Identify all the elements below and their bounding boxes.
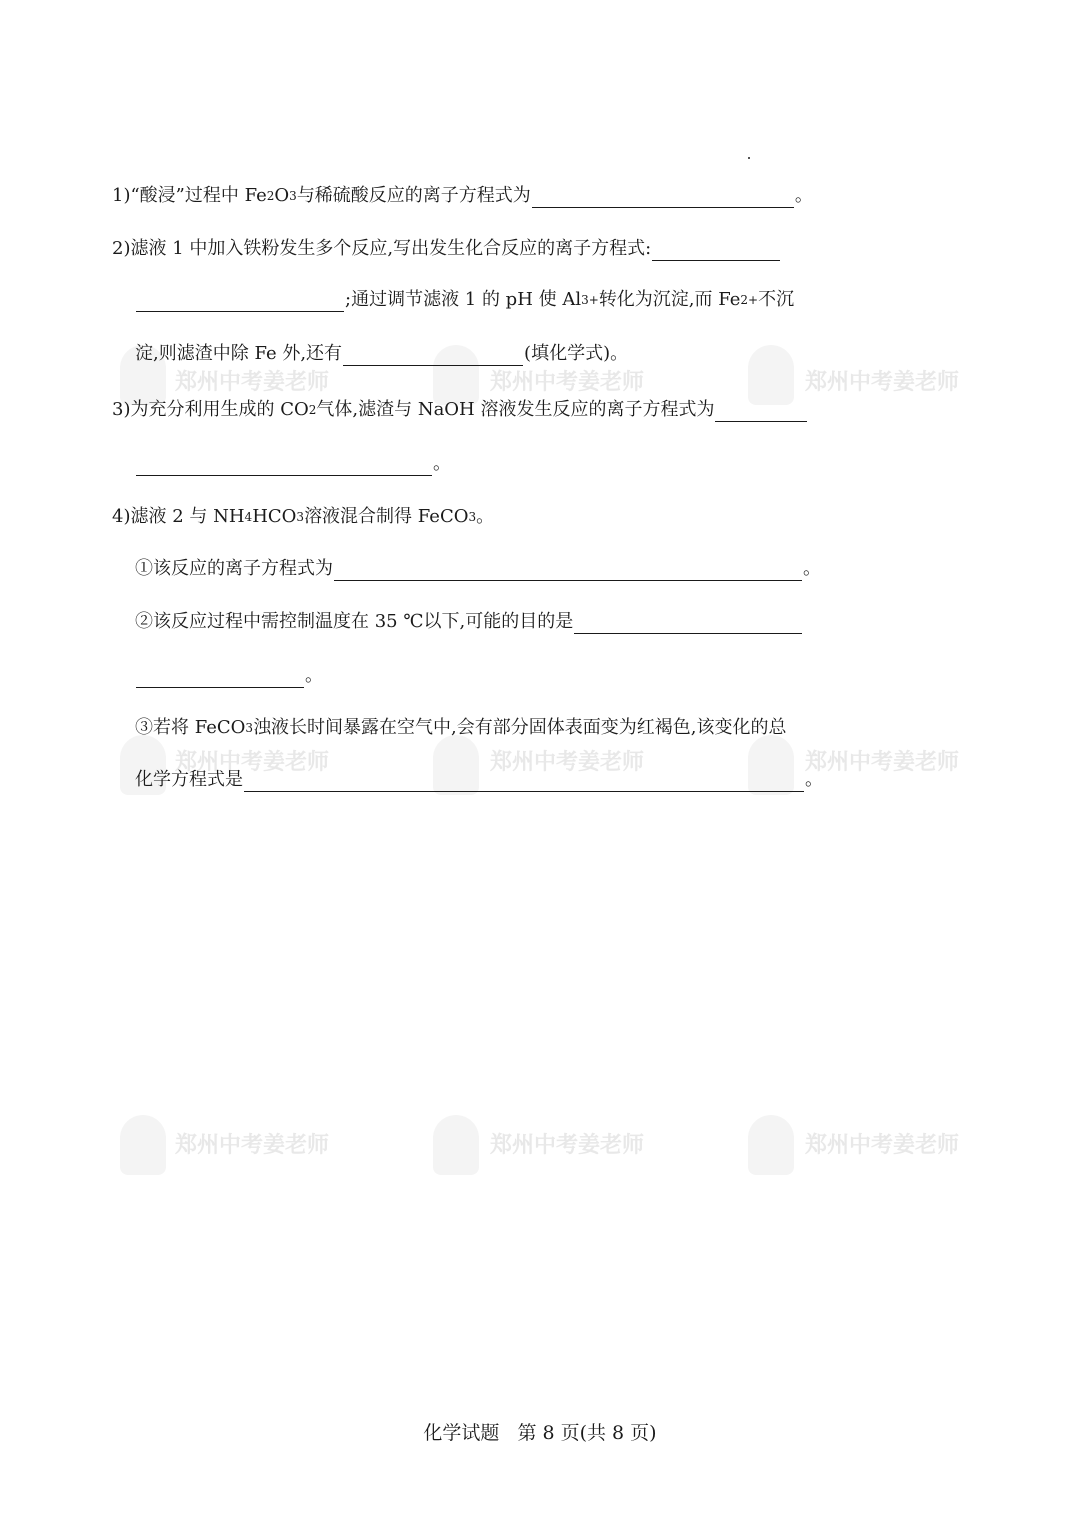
speck <box>748 157 750 159</box>
question-3-line-2 <box>135 452 451 476</box>
watermark-text: 郑州中考姜老师 <box>805 370 960 395</box>
q4-c: 溶液混合制得 FeCO <box>304 506 469 527</box>
question-4-3 <box>135 716 787 740</box>
q1-prefix: 1)“酸浸”过程中 Fe <box>112 185 267 206</box>
q3-sub: 2 <box>308 403 317 417</box>
question-4-3-line-2 <box>135 768 823 792</box>
answer-blank-q2-b[interactable] <box>343 347 523 366</box>
q4-3-sub: 3 <box>245 721 254 735</box>
q3-end: 。 <box>433 453 451 474</box>
q3-prefix: 3)为充分利用生成的 CO <box>112 399 309 420</box>
question-4-1 <box>135 557 821 581</box>
q3-text: 气体,滤渣与 NaOH 溶液发生反应的离子方程式为 <box>316 399 715 420</box>
q4-sub1: 4 <box>244 510 253 524</box>
question-2-line-3 <box>135 342 628 366</box>
answer-blank-q2-a-cont[interactable] <box>136 293 344 312</box>
watermark-text: 郑州中考姜老师 <box>490 750 645 775</box>
q1-sub2: 3 <box>289 189 297 203</box>
q4-2-text: ②该反应过程中需控制温度在 35 ℃以下,可能的目的是 <box>135 611 574 632</box>
footer-page: 第 8 页(共 8 页) <box>517 1422 657 1444</box>
watermark-figure <box>433 1115 479 1175</box>
question-4-2-line-2 <box>135 664 323 688</box>
watermark-figure <box>748 345 794 405</box>
q4-3-a: ③若将 FeCO <box>135 717 246 738</box>
q4-3-end: 。 <box>805 769 823 790</box>
answer-blank-q3[interactable] <box>715 403 807 422</box>
question-2-line-1 <box>112 237 781 261</box>
q2-sup1: 3+ <box>581 293 599 307</box>
watermark-text: 郑州中考姜老师 <box>175 750 330 775</box>
watermark-figure <box>120 1115 166 1175</box>
q1-text: 与稀硫酸反应的离子方程式为 <box>296 185 531 206</box>
answer-blank-q4-2[interactable] <box>574 615 802 634</box>
q4-1-text: ①该反应的离子方程式为 <box>135 558 333 579</box>
q4-1-end: 。 <box>803 558 821 579</box>
watermark-figure <box>748 1115 794 1175</box>
q4-2-end: 。 <box>305 665 323 686</box>
watermark-text: 郑州中考姜老师 <box>490 1133 645 1158</box>
q4-sub3: 3 <box>468 510 477 524</box>
q2-sup2: 2+ <box>740 293 759 307</box>
q2-line2-a: ;通过调节滤液 1 的 pH 使 Al <box>345 289 582 310</box>
q1-sub1: 2 <box>266 189 275 203</box>
question-3 <box>112 398 808 422</box>
q2-line2-c: 不沉 <box>758 289 795 310</box>
watermark-text: 郑州中考姜老师 <box>490 370 645 395</box>
watermark-text: 郑州中考姜老师 <box>805 750 960 775</box>
watermark-text: 郑州中考姜老师 <box>175 370 330 395</box>
answer-blank-q3-cont[interactable] <box>136 457 432 476</box>
page-footer <box>0 1418 1080 1445</box>
q4-d: 。 <box>476 506 495 527</box>
answer-blank-q2-a[interactable] <box>652 242 780 261</box>
question-4 <box>112 505 494 529</box>
q2-line3-a: 淀,则滤渣中除 Fe 外,还有 <box>135 343 343 364</box>
q1-end: 。 <box>794 185 813 206</box>
footer-subject: 化学试题 <box>423 1422 500 1444</box>
answer-blank-q4-2-cont[interactable] <box>136 669 304 688</box>
q4-3-line2: 化学方程式是 <box>135 769 243 790</box>
watermark-text: 郑州中考姜老师 <box>805 1133 960 1158</box>
q2-line2-b: 转化为沉淀,而 Fe <box>598 289 741 310</box>
q2-line1: 2)滤液 1 中加入铁粉发生多个反应,写出发生化合反应的离子方程式: <box>112 238 652 259</box>
q4-a: 4)滤液 2 与 NH <box>112 506 245 527</box>
answer-blank-q1[interactable] <box>532 189 794 208</box>
q1-mid: O <box>274 185 290 206</box>
watermark-text: 郑州中考姜老师 <box>175 1133 330 1158</box>
q2-line3-b: (填化学式)。 <box>524 343 629 364</box>
question-1 <box>112 184 813 208</box>
answer-blank-q4-3[interactable] <box>244 773 804 792</box>
q4-b: HCO <box>252 506 297 527</box>
q4-sub2: 3 <box>296 510 305 524</box>
question-2-line-2 <box>135 288 794 312</box>
answer-blank-q4-1[interactable] <box>334 562 802 581</box>
q4-3-b: 浊液长时间暴露在空气中,会有部分固体表面变为红褐色,该变化的总 <box>253 717 787 738</box>
question-4-2 <box>135 610 803 634</box>
